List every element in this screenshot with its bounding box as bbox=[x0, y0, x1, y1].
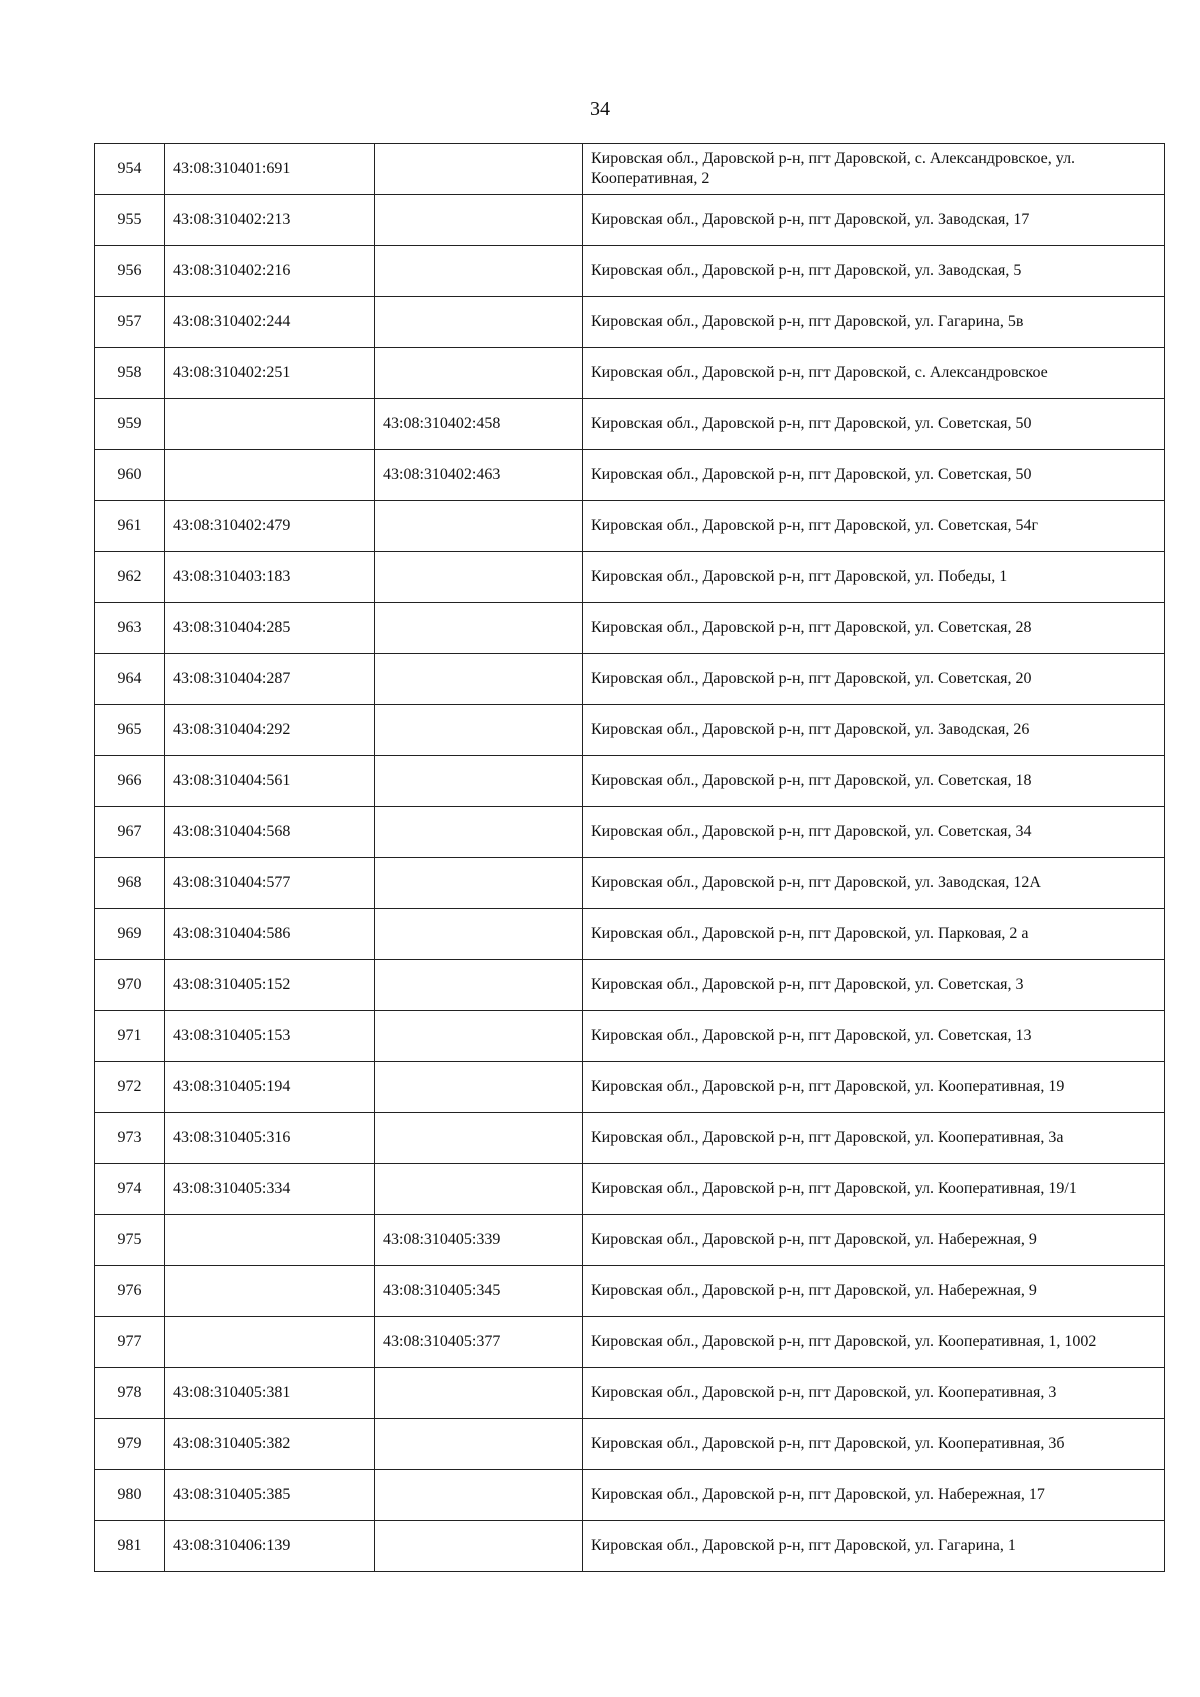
object-cadastral-number-cell bbox=[375, 960, 583, 1011]
registry-table bbox=[94, 143, 1165, 1572]
address-cell: Кировская обл., Даровской р-н, пгт Даровской, ул. Кооперативная, 3б bbox=[583, 1419, 1165, 1470]
address-cell: Кировская обл., Даровской р-н, пгт Даровской, ул. Набережная, 17 bbox=[583, 1470, 1165, 1521]
table-row bbox=[95, 1113, 1165, 1164]
page-number: 34 bbox=[590, 98, 610, 120]
cadastral-number-cell: 43:08:310404:287 bbox=[165, 654, 375, 705]
row-number-cell: 981 bbox=[95, 1521, 165, 1572]
cadastral-number-cell: 43:08:310405:385 bbox=[165, 1470, 375, 1521]
row-number-cell: 980 bbox=[95, 1470, 165, 1521]
object-cadastral-number-cell bbox=[375, 1521, 583, 1572]
row-number-cell: 955 bbox=[95, 195, 165, 246]
address-cell: Кировская обл., Даровской р-н, пгт Даровской, ул. Советская, 20 bbox=[583, 654, 1165, 705]
cadastral-number-cell: 43:08:310405:382 bbox=[165, 1419, 375, 1470]
row-number-cell: 977 bbox=[95, 1317, 165, 1368]
object-cadastral-number-cell bbox=[375, 1368, 583, 1419]
row-number-cell: 970 bbox=[95, 960, 165, 1011]
cadastral-number-cell: 43:08:310402:479 bbox=[165, 501, 375, 552]
cadastral-number-cell bbox=[165, 1215, 375, 1266]
table-row bbox=[95, 144, 1165, 195]
row-number-cell: 968 bbox=[95, 858, 165, 909]
address-cell: Кировская обл., Даровской р-н, пгт Даровской, ул. Парковая, 2 а bbox=[583, 909, 1165, 960]
address-cell: Кировская обл., Даровской р-н, пгт Даровской, ул. Заводская, 5 bbox=[583, 246, 1165, 297]
table-row bbox=[95, 246, 1165, 297]
address-cell: Кировская обл., Даровской р-н, пгт Даровской, ул. Заводская, 26 bbox=[583, 705, 1165, 756]
table-row bbox=[95, 1215, 1165, 1266]
object-cadastral-number-cell: 43:08:310405:377 bbox=[375, 1317, 583, 1368]
row-number-cell: 958 bbox=[95, 348, 165, 399]
row-number-cell: 965 bbox=[95, 705, 165, 756]
row-number-cell: 962 bbox=[95, 552, 165, 603]
object-cadastral-number-cell bbox=[375, 807, 583, 858]
address-cell: Кировская обл., Даровской р-н, пгт Даровской, ул. Советская, 54г bbox=[583, 501, 1165, 552]
cadastral-number-cell bbox=[165, 450, 375, 501]
cadastral-number-cell: 43:08:310404:292 bbox=[165, 705, 375, 756]
table-row bbox=[95, 1062, 1165, 1113]
object-cadastral-number-cell bbox=[375, 1419, 583, 1470]
object-cadastral-number-cell bbox=[375, 654, 583, 705]
address-cell: Кировская обл., Даровской р-н, пгт Даровской, ул. Кооперативная, 3 bbox=[583, 1368, 1165, 1419]
address-cell: Кировская обл., Даровской р-н, пгт Даровской, с. Александровское, ул. Кооперативная, 2 bbox=[583, 144, 1165, 195]
address-cell: Кировская обл., Даровской р-н, пгт Даровской, ул. Советская, 13 bbox=[583, 1011, 1165, 1062]
cadastral-number-cell: 43:08:310405:316 bbox=[165, 1113, 375, 1164]
row-number-cell: 961 bbox=[95, 501, 165, 552]
table-row bbox=[95, 1266, 1165, 1317]
row-number-cell: 969 bbox=[95, 909, 165, 960]
cadastral-number-cell: 43:08:310405:153 bbox=[165, 1011, 375, 1062]
row-number-cell: 960 bbox=[95, 450, 165, 501]
object-cadastral-number-cell bbox=[375, 246, 583, 297]
cadastral-number-cell: 43:08:310404:586 bbox=[165, 909, 375, 960]
address-cell: Кировская обл., Даровской р-н, пгт Даровской, ул. Советская, 50 bbox=[583, 450, 1165, 501]
row-number-cell: 972 bbox=[95, 1062, 165, 1113]
address-cell: Кировская обл., Даровской р-н, пгт Даровской, ул. Советская, 18 bbox=[583, 756, 1165, 807]
table-row bbox=[95, 858, 1165, 909]
object-cadastral-number-cell bbox=[375, 1470, 583, 1521]
cadastral-number-cell: 43:08:310405:152 bbox=[165, 960, 375, 1011]
address-cell: Кировская обл., Даровской р-н, пгт Даровской, ул. Советская, 50 bbox=[583, 399, 1165, 450]
object-cadastral-number-cell bbox=[375, 1164, 583, 1215]
cadastral-number-cell: 43:08:310402:244 bbox=[165, 297, 375, 348]
cadastral-number-cell: 43:08:310402:216 bbox=[165, 246, 375, 297]
object-cadastral-number-cell bbox=[375, 1011, 583, 1062]
address-cell: Кировская обл., Даровской р-н, пгт Даровской, ул. Советская, 3 bbox=[583, 960, 1165, 1011]
object-cadastral-number-cell bbox=[375, 348, 583, 399]
row-number-cell: 959 bbox=[95, 399, 165, 450]
table-row bbox=[95, 807, 1165, 858]
object-cadastral-number-cell: 43:08:310402:458 bbox=[375, 399, 583, 450]
table-row bbox=[95, 348, 1165, 399]
row-number-cell: 973 bbox=[95, 1113, 165, 1164]
table-row bbox=[95, 1368, 1165, 1419]
address-cell: Кировская обл., Даровской р-н, пгт Даровской, ул. Кооперативная, 19/1 bbox=[583, 1164, 1165, 1215]
row-number-cell: 974 bbox=[95, 1164, 165, 1215]
cadastral-number-cell: 43:08:310403:183 bbox=[165, 552, 375, 603]
table-row bbox=[95, 1164, 1165, 1215]
address-cell: Кировская обл., Даровской р-н, пгт Даровской, ул. Набережная, 9 bbox=[583, 1215, 1165, 1266]
cadastral-number-cell: 43:08:310402:213 bbox=[165, 195, 375, 246]
row-number-cell: 975 bbox=[95, 1215, 165, 1266]
registry-table-body bbox=[95, 144, 1165, 1572]
object-cadastral-number-cell bbox=[375, 144, 583, 195]
table-row bbox=[95, 960, 1165, 1011]
cadastral-number-cell: 43:08:310404:561 bbox=[165, 756, 375, 807]
object-cadastral-number-cell bbox=[375, 552, 583, 603]
table-row bbox=[95, 501, 1165, 552]
object-cadastral-number-cell: 43:08:310402:463 bbox=[375, 450, 583, 501]
table-row bbox=[95, 654, 1165, 705]
object-cadastral-number-cell bbox=[375, 1113, 583, 1164]
row-number-cell: 954 bbox=[95, 144, 165, 195]
row-number-cell: 956 bbox=[95, 246, 165, 297]
address-cell: Кировская обл., Даровской р-н, пгт Даровской, ул. Победы, 1 bbox=[583, 552, 1165, 603]
address-cell: Кировская обл., Даровской р-н, пгт Даровской, с. Александровское bbox=[583, 348, 1165, 399]
object-cadastral-number-cell bbox=[375, 195, 583, 246]
cadastral-number-cell bbox=[165, 399, 375, 450]
cadastral-number-cell: 43:08:310405:334 bbox=[165, 1164, 375, 1215]
row-number-cell: 964 bbox=[95, 654, 165, 705]
address-cell: Кировская обл., Даровской р-н, пгт Даровской, ул. Гагарина, 5в bbox=[583, 297, 1165, 348]
table-row bbox=[95, 1419, 1165, 1470]
cadastral-number-cell: 43:08:310401:691 bbox=[165, 144, 375, 195]
address-cell: Кировская обл., Даровской р-н, пгт Даровской, ул. Гагарина, 1 bbox=[583, 1521, 1165, 1572]
table-row bbox=[95, 756, 1165, 807]
cadastral-number-cell: 43:08:310406:139 bbox=[165, 1521, 375, 1572]
cadastral-number-cell: 43:08:310404:577 bbox=[165, 858, 375, 909]
cadastral-number-cell: 43:08:310405:381 bbox=[165, 1368, 375, 1419]
object-cadastral-number-cell: 43:08:310405:339 bbox=[375, 1215, 583, 1266]
address-cell: Кировская обл., Даровской р-н, пгт Даровской, ул. Кооперативная, 1, 1002 bbox=[583, 1317, 1165, 1368]
cadastral-number-cell: 43:08:310402:251 bbox=[165, 348, 375, 399]
address-cell: Кировская обл., Даровской р-н, пгт Даровской, ул. Советская, 28 bbox=[583, 603, 1165, 654]
cadastral-number-cell: 43:08:310404:568 bbox=[165, 807, 375, 858]
address-cell: Кировская обл., Даровской р-н, пгт Даровской, ул. Советская, 34 bbox=[583, 807, 1165, 858]
object-cadastral-number-cell: 43:08:310405:345 bbox=[375, 1266, 583, 1317]
address-cell: Кировская обл., Даровской р-н, пгт Даровской, ул. Кооперативная, 3а bbox=[583, 1113, 1165, 1164]
table-row bbox=[95, 1470, 1165, 1521]
object-cadastral-number-cell bbox=[375, 603, 583, 654]
row-number-cell: 976 bbox=[95, 1266, 165, 1317]
object-cadastral-number-cell bbox=[375, 297, 583, 348]
table-row bbox=[95, 195, 1165, 246]
object-cadastral-number-cell bbox=[375, 501, 583, 552]
table-row bbox=[95, 705, 1165, 756]
cadastral-number-cell: 43:08:310404:285 bbox=[165, 603, 375, 654]
row-number-cell: 979 bbox=[95, 1419, 165, 1470]
row-number-cell: 963 bbox=[95, 603, 165, 654]
table-row bbox=[95, 1011, 1165, 1062]
table-row bbox=[95, 603, 1165, 654]
object-cadastral-number-cell bbox=[375, 705, 583, 756]
table-row bbox=[95, 1521, 1165, 1572]
object-cadastral-number-cell bbox=[375, 756, 583, 807]
table-row bbox=[95, 399, 1165, 450]
address-cell: Кировская обл., Даровской р-н, пгт Даровской, ул. Набережная, 9 bbox=[583, 1266, 1165, 1317]
cadastral-number-cell: 43:08:310405:194 bbox=[165, 1062, 375, 1113]
row-number-cell: 978 bbox=[95, 1368, 165, 1419]
object-cadastral-number-cell bbox=[375, 1062, 583, 1113]
table-row bbox=[95, 552, 1165, 603]
row-number-cell: 966 bbox=[95, 756, 165, 807]
table-row bbox=[95, 909, 1165, 960]
row-number-cell: 967 bbox=[95, 807, 165, 858]
object-cadastral-number-cell bbox=[375, 858, 583, 909]
table-row bbox=[95, 450, 1165, 501]
cadastral-number-cell bbox=[165, 1317, 375, 1368]
row-number-cell: 957 bbox=[95, 297, 165, 348]
address-cell: Кировская обл., Даровской р-н, пгт Даровской, ул. Заводская, 17 bbox=[583, 195, 1165, 246]
address-cell: Кировская обл., Даровской р-н, пгт Даровской, ул. Заводская, 12А bbox=[583, 858, 1165, 909]
object-cadastral-number-cell bbox=[375, 909, 583, 960]
table-row bbox=[95, 1317, 1165, 1368]
address-cell: Кировская обл., Даровской р-н, пгт Даровской, ул. Кооперативная, 19 bbox=[583, 1062, 1165, 1113]
cadastral-number-cell bbox=[165, 1266, 375, 1317]
row-number-cell: 971 bbox=[95, 1011, 165, 1062]
table-row bbox=[95, 297, 1165, 348]
